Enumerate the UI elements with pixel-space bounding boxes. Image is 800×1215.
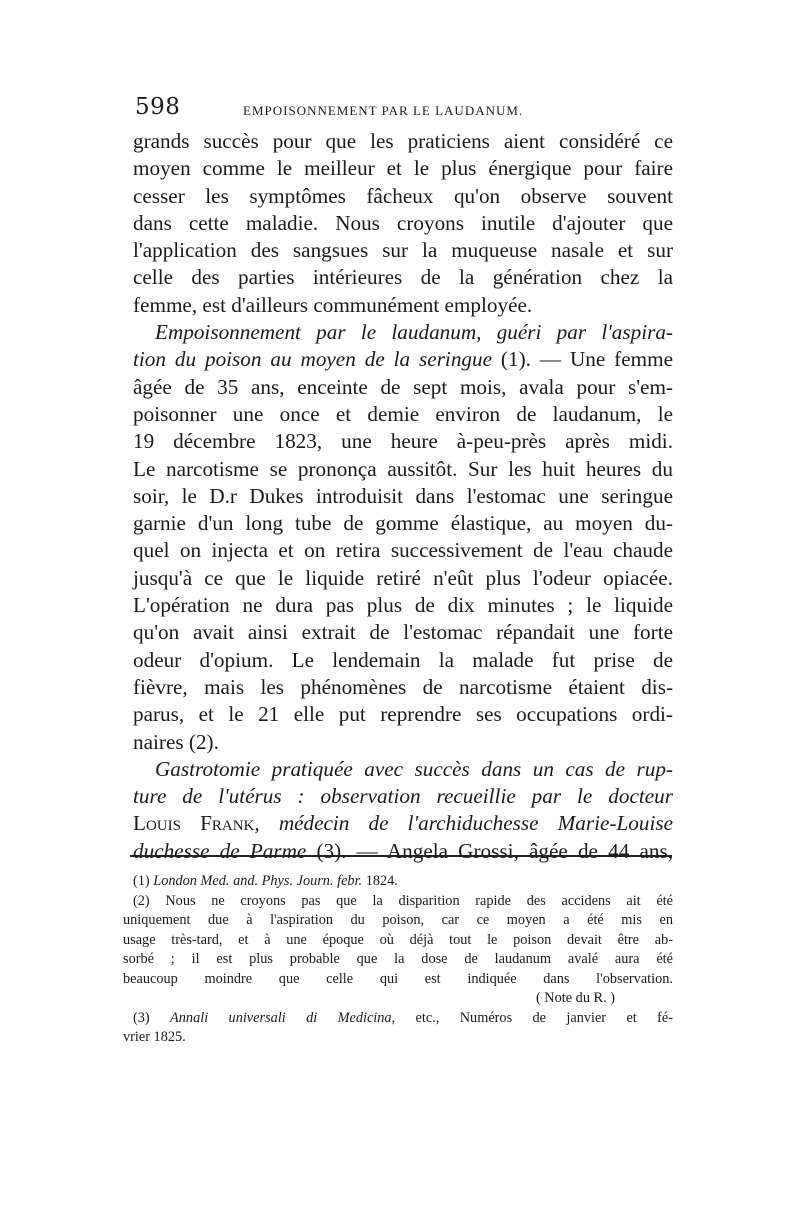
page-number: 598 (135, 94, 181, 120)
footnote-2-line: usage très-tard, et à une époque où déjà tout le poison devait être ab- (123, 931, 673, 948)
author-name: Louis Frank (133, 811, 255, 836)
text-line: Le narcotisme se prononça aussitôt. Sur les huit heures du (133, 456, 673, 481)
footnotes (123, 872, 673, 1048)
text-line: odeur d'opium. Le lendemain la malade fut prise de (133, 647, 673, 672)
footnote-source: London Med. and. Phys. Journ. febr. (153, 873, 363, 889)
section-title-end: tion du poison au moyen de la seringue (133, 347, 493, 372)
page-header (135, 94, 675, 124)
text-line: garnie d'un long tube de gomme élastique, au moyen du- (133, 511, 673, 536)
text-fragment: , etc., Numéros de janvier et fé- (391, 1009, 674, 1026)
footnote-2-line: uniquement due à l'aspiration du poison, car ce moyen a été mis en (123, 912, 673, 928)
text-line: celle des parties intérieures de la génération chez la (133, 265, 673, 290)
text-line: poisonner une once et demie environ de laudanum, le (133, 401, 673, 426)
text-line (133, 810, 673, 837)
text-line: qu'on avait ainsi extrait de l'estomac répandait une forte (133, 620, 673, 645)
text-line: jusqu'à ce que le liquide retiré n'eût plus l'odeur opiacée. (133, 565, 673, 590)
text-line: femme, est d'ailleurs communément employée. (133, 292, 533, 317)
footnote-3 (123, 1009, 673, 1029)
text-fragment: duchesse de Parme (133, 838, 307, 863)
text-fragment: 1824. (362, 873, 398, 889)
footnote-1 (123, 872, 673, 892)
text-line: naires (2). (133, 729, 219, 754)
text-line (133, 838, 673, 865)
text-line: âgée de 35 ans, enceinte de sept mois, avala pour s'em- (133, 374, 673, 399)
text-line: soir, le D.r Dukes introduisit dans l'estomac une seringue (133, 483, 673, 508)
footnote-2-line: sorbé ; il est plus probable que la dose de laudanum avalé aura été (123, 951, 673, 967)
section-title-line: Empoisonnement par le laudanum, guéri par l'aspira- (155, 320, 673, 345)
footnote-2-line: beaucoup moindre que celle qui est indiquée dans l'observation. (123, 970, 673, 987)
running-title: EMPOISONNEMENT PAR LE LAUDANUM. (243, 103, 524, 118)
text-line: quel on injecta et on retira successivement de l'eau chaude (133, 538, 673, 563)
text-line: grands succès pour que les praticiens aient considéré ce (133, 129, 673, 153)
footnote-attribution: ( Note du R. ) (535, 990, 615, 1006)
text-line: l'application des sangsues sur la muqueuse nasale et sur (133, 238, 673, 263)
text-line: 19 décembre 1823, une heure à-peu-près après midi. (133, 429, 673, 454)
text-fragment: (1). — Une femme (492, 347, 673, 372)
text-line: L'opération ne dura pas plus de dix minutes ; le liquide (133, 593, 673, 618)
text-line: cesser les symptômes fâcheux qu'on observe souvent (133, 183, 673, 208)
footnote-2-line: (2) Nous ne croyons pas que la disparition rapide des accidens ait été (133, 892, 673, 909)
footnote-marker: (3) (133, 1009, 171, 1026)
main-text (133, 128, 673, 865)
footnote-source: Annali universali di Medicina (170, 1009, 392, 1026)
footnote-marker: (1) (133, 873, 154, 889)
footnote-divider (130, 855, 672, 857)
text-fragment: , médecin de l'archiduchesse Marie-Louise (254, 811, 673, 836)
section-title-line: ture de l'utérus : observation recueillie par le docteur (133, 784, 673, 809)
text-line (133, 346, 673, 373)
text-line: parus, et le 21 elle put reprendre ses occupations ordi- (133, 702, 673, 727)
section-title-line: Gastrotomie pratiquée avec succès dans un cas de rup- (155, 756, 673, 781)
text-line: moyen comme le meilleur et le plus énergique pour faire (133, 156, 673, 181)
text-line: dans cette maladie. Nous croyons inutile d'ajouter que (133, 210, 673, 235)
text-fragment: (3). — Angela Grossi, âgée de 44 ans, (306, 838, 674, 863)
footnote-3-line: vrier 1825. (123, 1029, 186, 1045)
text-line: fièvre, mais les phénomènes de narcotisme étaient dis- (133, 674, 673, 699)
